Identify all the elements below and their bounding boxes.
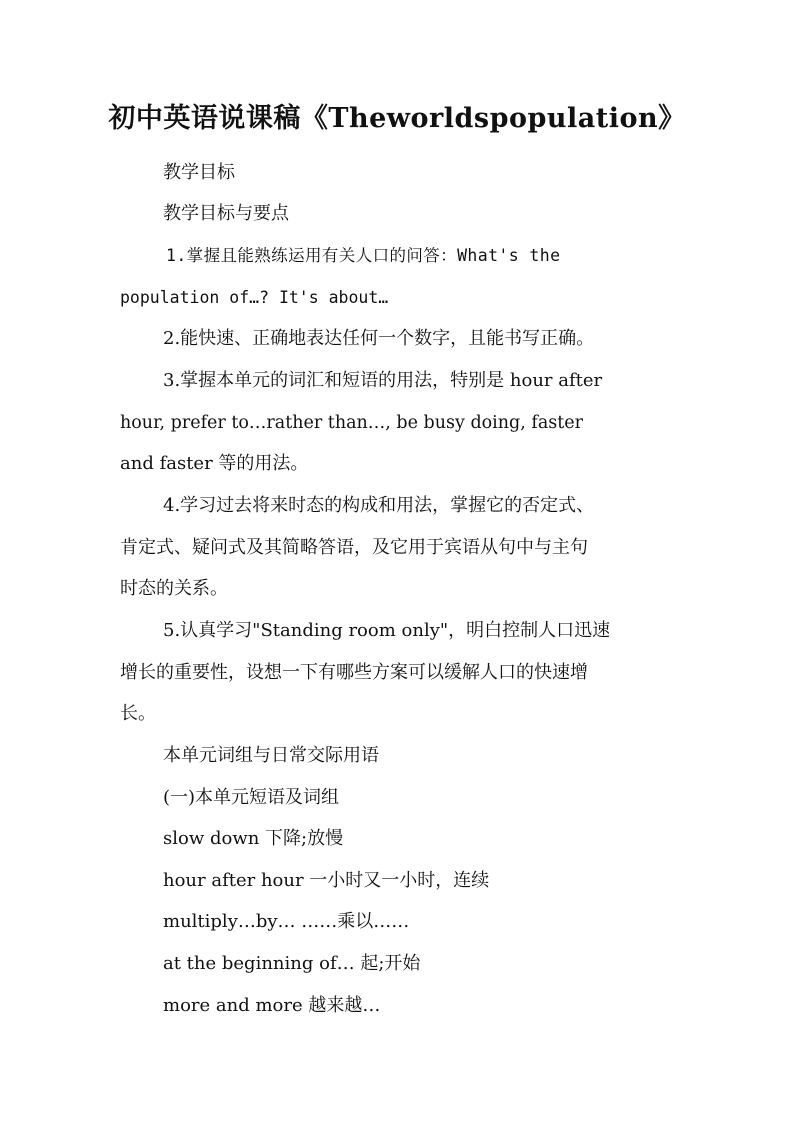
objective-1-line-1: 1.掌握且能熟练运用有关人口的问答：What's the	[166, 246, 561, 265]
objective-5-line-3: 长。	[120, 703, 156, 724]
objective-4-line-1: 4.学习过去将来时态的构成和用法，掌握它的否定式、	[163, 495, 595, 516]
document-title: 初中英语说课稿《Theworldspopulation》	[108, 103, 686, 134]
subheading-phrases: (一)本单元短语及词组	[163, 787, 340, 808]
phrase-item: more and more 越来越…	[163, 995, 381, 1016]
objective-3-line-1: 3.掌握本单元的词汇和短语的用法，特别是 hour after	[163, 370, 603, 391]
objective-5-line-2: 增长的重要性，设想一下有哪些方案可以缓解人口的快速增	[120, 662, 588, 683]
objective-4-line-2: 肯定式、疑问式及其简略答语，及它用于宾语从句中与主句	[120, 537, 588, 558]
phrase-item: slow down 下降;放慢	[163, 828, 344, 849]
objective-5-line-1: 5.认真学习"Standing room only"，明白控制人口迅速	[163, 620, 611, 641]
objective-1-line-2: population of…? It's about…	[120, 288, 389, 307]
objective-3-line-2: hour, prefer to…rather than…, be busy doing, faster	[120, 413, 584, 433]
objective-4-line-3: 时态的关系。	[120, 578, 228, 599]
phrase-item: at the beginning of… 起;开始	[163, 953, 421, 974]
heading-phrases-expressions: 本单元词组与日常交际用语	[163, 745, 379, 766]
heading-teaching-objectives: 教学目标	[163, 162, 235, 183]
objective-3-line-3: and faster 等的用法。	[120, 453, 309, 474]
phrase-item: multiply…by… ……乘以……	[163, 911, 410, 932]
subheading-objectives-points: 教学目标与要点	[163, 203, 289, 224]
objective-2: 2.能快速、正确地表达任何一个数字，且能书写正确。	[163, 328, 595, 349]
phrase-item: hour after hour 一小时又一小时，连续	[163, 870, 490, 891]
